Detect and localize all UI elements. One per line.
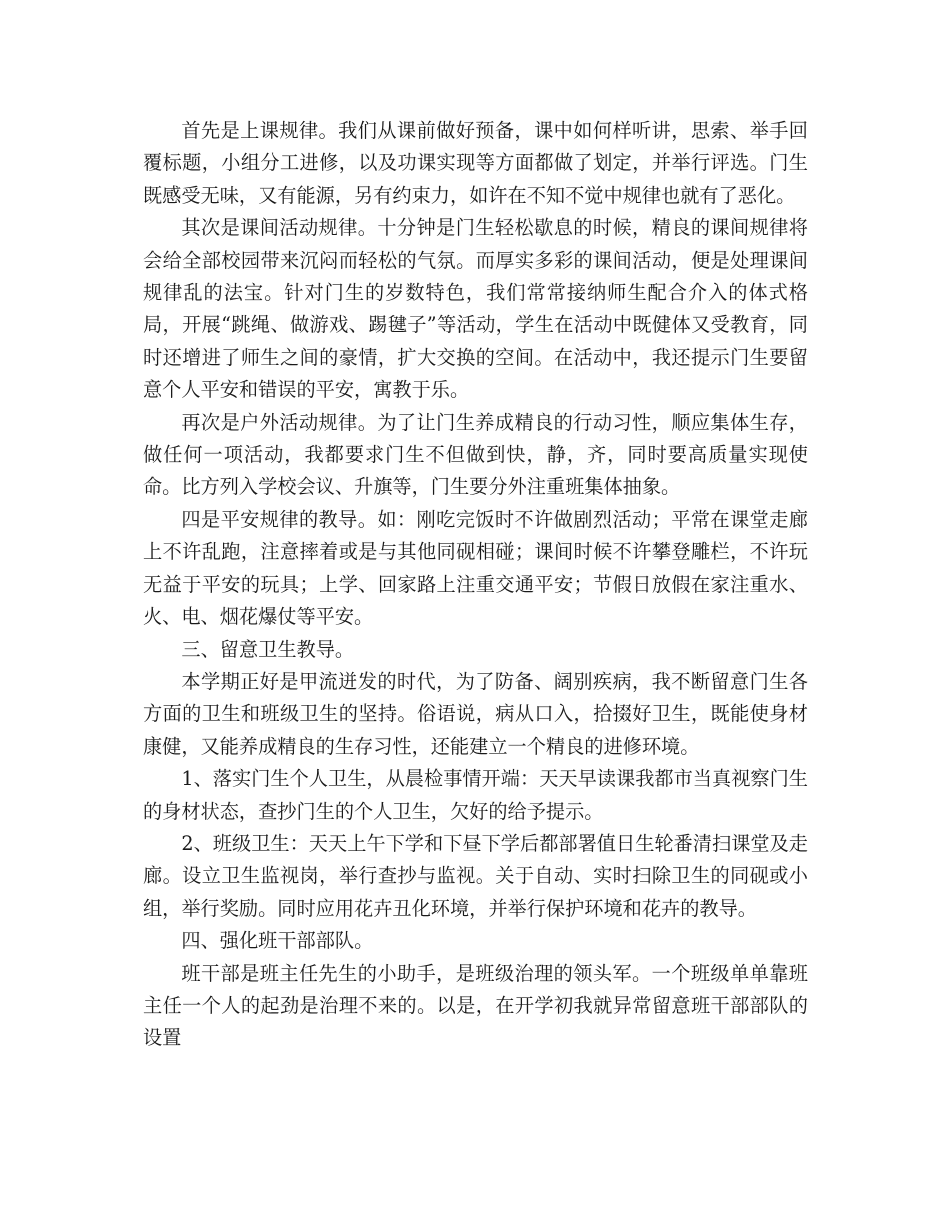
paragraph-class-hygiene: 2、班级卫生：天天上午下学和下昼下学后都部署值日生轮番清扫课堂及走廊。设立卫生监视岗，举行查抄与监视。关于自动、实时扫除卫生的同砚或小组，举行奖励。同时应用花卉丑化环境，并举行保护环境和花卉的教导。 [143, 831, 808, 920]
paragraph-hygiene-intro: 本学期正好是甲流迸发的时代，为了防备、阔别疾病，我不断留意门生各方面的卫生和班级卫生的坚持。俗语说，病从口入，拾掇好卫生，既能使身材康健，又能养成精良的生存习性，还能建立一个精良的进修环境。 [143, 669, 808, 758]
document-body [143, 115, 808, 1055]
section-heading-hygiene: 三、留意卫生教导。 [181, 637, 355, 661]
paragraph-personal-hygiene: 1、落实门生个人卫生，从晨检事情开端：天天早读课我都市当真视察门生的身材状态，查抄门生的个人卫生，欠好的给予提示。 [143, 767, 808, 823]
paragraph-outdoor-discipline: 再次是户外活动规律。为了让门生养成精良的行动习性，顺应集体生存，做任何一项活动，我都要求门生不但做到快，静，齐，同时要高质量实现使命。比方列入学校会议、升旗等，门生要分外注重班集体抽象。 [143, 410, 808, 499]
paragraph-safety-education: 四是平安规律的教导。如：刚吃完饭时不许做剧烈活动；平常在课堂走廊上不许乱跑，注意摔着或是与其他同砚相碰；课间时候不许攀登雕栏，不许玩无益于平安的玩具；上学、回家路上注重交通平安；节假日放假在家注重水、火、电、烟花爆仗等平安。 [143, 507, 808, 629]
paragraph-break-discipline: 其次是课间活动规律。十分钟是门生轻松歇息的时候，精良的课间规律将会给全部校园带来沉闷而轻松的气氛。而厚实多彩的课间活动，便是处理课间规律乱的法宝。针对门生的岁数特色，我们常常接纳师生配合介入的体式格局，开展“跳绳、做游戏、踢毽子”等活动，学生在活动中既健体又受教育，同时还增进了师生之间的豪情，扩大交换的空间。在活动中，我还提示门生要留意个人平安和错误的平安，寓教于乐。 [143, 216, 808, 402]
section-heading-class-cadres: 四、强化班干部部队。 [181, 929, 374, 953]
paragraph-classroom-discipline: 首先是上课规律。我们从课前做好预备，课中如何样听讲，思索、举手回覆标题，小组分工进修，以及功课实现等方面都做了划定，并举行评选。门生既感受无味，又有能源，另有约束力，如许在不知不觉中规律也就有了恶化。 [143, 119, 808, 207]
paragraph-class-cadres: 班干部是班主任先生的小助手，是班级治理的领头军。一个班级单单靠班主任一个人的起劲是治理不来的。以是，在开学初我就异常留意班干部部队的设置 [143, 961, 808, 1050]
